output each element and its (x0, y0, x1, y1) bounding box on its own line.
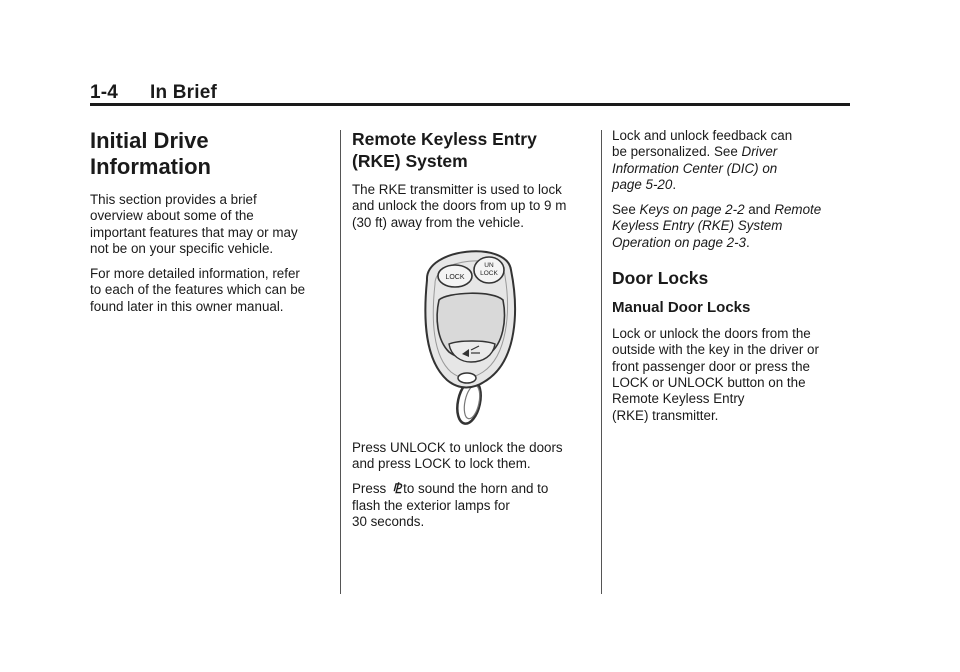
detail-paragraph: For more detailed information, refer to each of the features which can be found later in this owner manual. (90, 266, 306, 314)
horn-paragraph: Press ⅊ to sound the horn and to flash the exterior lamps for 30 seconds. (352, 481, 549, 530)
lock-button-label: LOCK (445, 273, 465, 281)
rke-paragraph: The RKE transmitter is used to lock and unlock the doors from up to 9 m (30 ft) away from the vehicle. (352, 182, 567, 230)
manual-locks-paragraph: Lock or unlock the doors from the outside with the key in the driver or front passenger door or press the LOCK or UNLOCK button on the Remote Keyless Entry (RKE) transmitter. (612, 326, 819, 423)
dic-reference: Driver (741, 144, 778, 160)
intro-paragraph: This section provides a brief overview about some of the important features that may or may not be on your specific vehicle. (90, 192, 298, 256)
column-divider-1 (340, 130, 341, 594)
see-also-paragraph: See Keys on page 2-2 and Remote Keyless Entry (RKE) System Operation on page 2-3. (612, 202, 822, 250)
unlock-button-label-bottom: LOCK (480, 269, 498, 277)
unlock-button-label-top: UN (484, 261, 494, 269)
column-3 (612, 128, 852, 433)
horn-icon: ⅊ (391, 481, 402, 497)
keys-reference: Keys on page 2-2 (639, 202, 745, 218)
column-1 (90, 128, 330, 324)
key-fob-figure (352, 240, 592, 430)
column-divider-2 (601, 130, 602, 594)
heading-manual-door-locks: Manual Door Locks (612, 299, 751, 317)
rke-reference: Remote (774, 202, 822, 218)
unlock-paragraph: Press UNLOCK to unlock the doors and press LOCK to lock them. (352, 439, 563, 472)
feedback-paragraph: Lock and unlock feedback can be personalized. See Driver Information Center (DIC) on page 5-20. (612, 128, 793, 192)
page-number: 1-4 (90, 82, 119, 103)
column-2 (352, 128, 592, 539)
heading-rke: Remote Keyless Entry (RKE) System (352, 129, 537, 171)
key-fob-illustration (407, 240, 537, 430)
section-title: In Brief (150, 82, 218, 103)
header-rule (90, 103, 850, 106)
heading-initial-drive: Initial Drive Information (90, 128, 211, 179)
page-header (90, 82, 217, 104)
heading-door-locks: Door Locks (612, 268, 709, 289)
